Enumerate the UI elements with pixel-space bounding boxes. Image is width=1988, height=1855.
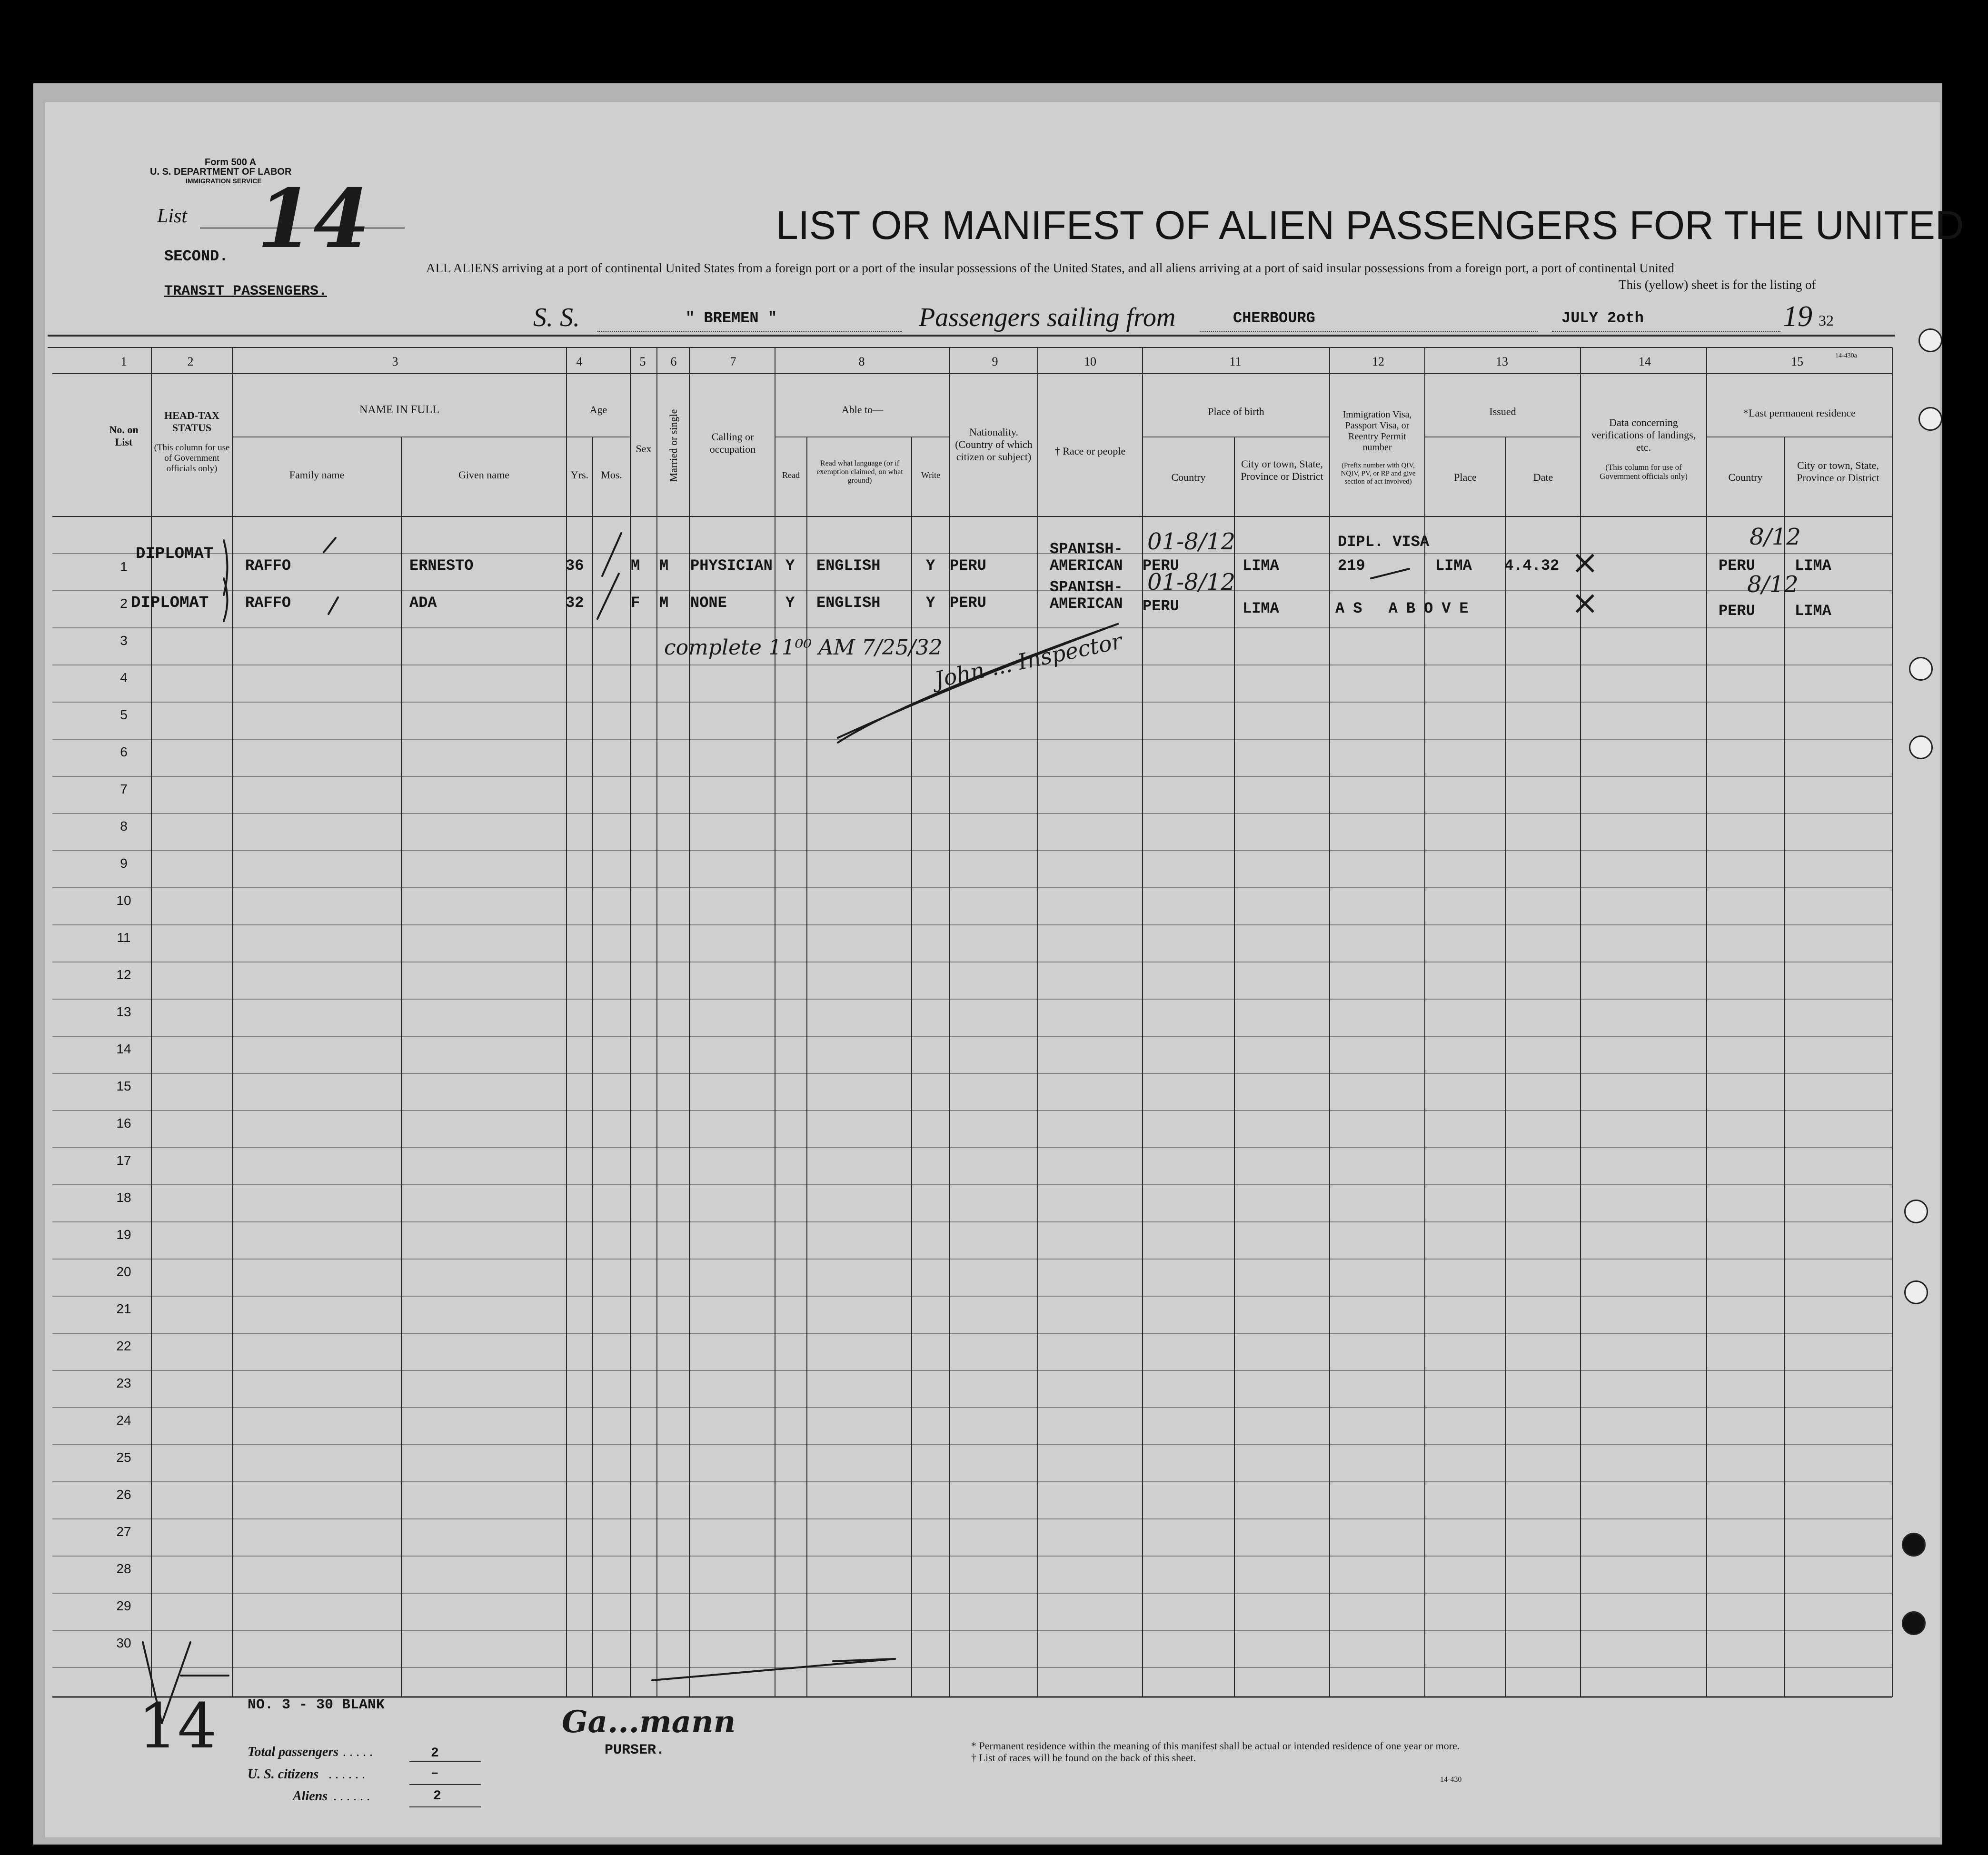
margin-number: 14: [138, 1690, 217, 1762]
ship-name: " BREMEN ": [686, 309, 777, 327]
row-number: 14: [116, 1042, 131, 1056]
birth-city: LIMA: [1242, 600, 1279, 617]
header-family-name: Family name: [289, 469, 345, 481]
year-prefix: 19: [1783, 300, 1812, 333]
visa-line1: DIPL. VISA: [1338, 533, 1430, 551]
head-tax-status: DIPLOMAT: [136, 545, 214, 563]
can-read: Y: [785, 594, 795, 612]
total-underline: [409, 1761, 481, 1762]
form-service: IMMIGRATION SERVICE: [186, 177, 262, 185]
form-code: 14-430: [1440, 1776, 1462, 1784]
header-country: Country: [1171, 471, 1206, 483]
row-number: 9: [120, 856, 128, 871]
sex: F: [631, 594, 640, 612]
header-able-to: Able to—: [841, 404, 884, 416]
nationality: PERU: [950, 557, 986, 575]
header-write: Write: [921, 470, 941, 480]
header-read: Read: [782, 470, 800, 480]
transit-label: TRANSIT PASSENGERS.: [164, 283, 328, 299]
subtitle-line1: ALL ALIENS arriving at a port of continental United States from a foreign port or a port of the insular possessions of the United States, and all aliens arriving at a port of said insular possessions from a foreign port, a port of continental United: [426, 261, 1674, 275]
column-number: 3: [392, 355, 398, 368]
form-department: U. S. DEPARTMENT OF LABOR: [150, 167, 292, 177]
race-line2: AMERICAN: [1050, 557, 1123, 575]
corner-code: 14-430a: [1835, 352, 1857, 359]
blank-rows-note: NO. 3 - 30 BLANK: [248, 1697, 385, 1713]
class-label: SECOND.: [164, 248, 229, 265]
column-number: 2: [187, 355, 194, 368]
total-dots: . . . . .: [343, 1745, 373, 1759]
aliens-value: 2: [433, 1789, 441, 1804]
head-tax-status: DIPLOMAT: [131, 594, 209, 612]
nationality: PERU: [950, 594, 986, 612]
header-visa: Immigration Visa, Passport Visa, or Reentry Permit number: [1342, 409, 1412, 453]
row-number: 7: [120, 782, 128, 796]
purser-signature: Ga...mann: [562, 1704, 736, 1740]
column-number: 9: [992, 355, 998, 368]
column-number: 15: [1791, 355, 1803, 368]
residence-annotation: 8/12: [1749, 524, 1801, 550]
verification-mark: ×: [1571, 543, 1599, 582]
language: ENGLISH: [816, 594, 881, 612]
header-head-tax: HEAD-TAX STATUS: [164, 409, 219, 434]
header-mos: Mos.: [601, 469, 622, 481]
column-number: 1: [120, 355, 127, 368]
column-number: 5: [639, 355, 646, 368]
column-number: 11: [1229, 355, 1242, 368]
header-calling: Calling or occupation: [709, 431, 756, 455]
race-line1: SPANISH-: [1050, 578, 1123, 596]
row-number: 11: [117, 930, 131, 945]
race-line1: SPANISH-: [1050, 540, 1123, 558]
year-suffix: 32: [1819, 312, 1834, 329]
total-passengers-label: Total passengers: [248, 1745, 339, 1759]
occupation: NONE: [690, 594, 727, 612]
column-number: 14: [1639, 355, 1651, 368]
total-passengers-value: 2: [431, 1746, 439, 1761]
row-number: 19: [116, 1227, 131, 1242]
header-res-city: City or town, State, Province or District: [1797, 459, 1879, 484]
visa-line2: 219: [1338, 557, 1365, 575]
header-data-concerning: Data concerning verifications of landings, etc.: [1591, 417, 1696, 453]
header-race: † Race or people: [1054, 445, 1126, 457]
residence-country: PERU: [1719, 557, 1755, 575]
row-number: 15: [116, 1079, 131, 1093]
row-number: 10: [116, 893, 131, 908]
header-place-of-birth: Place of birth: [1208, 406, 1264, 417]
ship-prefix: S. S.: [533, 303, 580, 332]
header-yrs: Yrs.: [570, 469, 589, 481]
row-number: 12: [116, 967, 131, 982]
header-sex: Sex: [636, 443, 652, 455]
us-citizens-value: –: [431, 1766, 439, 1781]
row-number: 1: [120, 559, 128, 574]
header-nationality: Nationality. (Country of which citizen or subject): [955, 426, 1033, 463]
form-number: Form 500 A: [205, 157, 257, 168]
row-number: 28: [116, 1561, 131, 1576]
row-number: 27: [116, 1524, 131, 1539]
header-married: Married or single: [667, 409, 679, 482]
age-years: 32: [566, 594, 584, 612]
header-given-name: Given name: [458, 469, 509, 481]
age-years: 36: [566, 557, 584, 575]
aliens-underline: [409, 1806, 481, 1807]
row-number: 5: [120, 707, 128, 722]
issued-place: LIMA: [1435, 557, 1472, 575]
marital-status: M: [659, 594, 669, 612]
aliens-dots: . . . . . .: [333, 1789, 370, 1804]
row-number: 29: [116, 1598, 131, 1613]
family-name: RAFFO: [245, 594, 291, 612]
header-res-country: Country: [1728, 471, 1763, 483]
column-number: 4: [576, 355, 583, 368]
marital-status: M: [659, 557, 669, 575]
given-name: ADA: [409, 594, 437, 612]
can-write: Y: [926, 594, 935, 612]
row-number: 22: [116, 1339, 131, 1353]
row-number: 3: [120, 633, 128, 648]
birth-annotation: 01-8/12: [1147, 569, 1236, 595]
race-line2: AMERICAN: [1050, 595, 1123, 613]
can-read: Y: [785, 557, 795, 575]
header-data-note: (This column for use of Government officials only): [1600, 463, 1688, 481]
language: ENGLISH: [816, 557, 881, 575]
column-number: 8: [858, 355, 865, 368]
header-name-in-full: NAME IN FULL: [359, 404, 439, 416]
column-number: 7: [730, 355, 736, 368]
verification-mark: ×: [1571, 583, 1599, 622]
header-city: City or town, State, Province or District: [1241, 458, 1323, 482]
header-read-language: Read what language (or if exemption claimed, on what ground): [816, 459, 903, 485]
given-name: ERNESTO: [409, 557, 474, 575]
us-citizens-label: U. S. citizens: [248, 1767, 319, 1782]
sailing-port: CHERBOURG: [1233, 309, 1315, 327]
list-label: List: [157, 205, 188, 227]
visa-line1: AS ABOVE: [1335, 600, 1477, 617]
header-place: Place: [1454, 471, 1477, 483]
completion-note: complete 11⁰⁰ AM 7/25/32: [664, 635, 943, 660]
citizens-underline: [409, 1784, 481, 1785]
column-number: 10: [1084, 355, 1096, 368]
row-number: 6: [120, 744, 128, 759]
issued-date: 4.4.32: [1504, 557, 1560, 575]
row-number: 8: [120, 819, 128, 833]
sailing-date: JULY 2oth: [1561, 309, 1644, 327]
sex: M: [631, 557, 640, 575]
row-number: 4: [120, 670, 128, 685]
birth-annotation: 01-8/12: [1147, 528, 1236, 555]
row-number: 2: [120, 596, 128, 611]
column-number: 6: [670, 355, 677, 368]
residence-country: PERU: [1719, 602, 1755, 620]
row-number: 26: [116, 1487, 131, 1502]
footnote-residence: * Permanent residence within the meaning of this manifest shall be actual or intended residence of one year or more.: [971, 1740, 1460, 1752]
family-name: RAFFO: [245, 557, 291, 575]
citizens-dots: . . . . . .: [328, 1767, 365, 1782]
occupation: PHYSICIAN: [690, 557, 773, 575]
aliens-label: Aliens: [293, 1789, 328, 1804]
row-number: 16: [116, 1116, 131, 1131]
subtitle-line2: This (yellow) sheet is for the listing of: [1619, 278, 1816, 292]
sailing-label: Passengers sailing from: [919, 303, 1176, 332]
header-date: Date: [1533, 471, 1553, 483]
column-number: 13: [1496, 355, 1508, 368]
row-number: 20: [116, 1264, 131, 1279]
inspector-signature: John ... Inspector: [932, 627, 1124, 693]
residence-city: LIMA: [1795, 602, 1831, 620]
row-number: 23: [116, 1376, 131, 1390]
can-write: Y: [926, 557, 935, 575]
footnote-races: † List of races will be found on the back of this sheet.: [971, 1752, 1196, 1764]
row-number: 24: [116, 1413, 131, 1428]
page-title: LIST OR MANIFEST OF ALIEN PASSENGERS FOR THE UNITED: [776, 203, 1964, 248]
residence-annotation: 8/12: [1747, 571, 1799, 598]
birth-country: PERU: [1143, 597, 1179, 615]
row-number: 17: [116, 1153, 131, 1168]
header-no-on-list: No. on List: [109, 424, 139, 448]
row-number: 30: [116, 1636, 131, 1650]
birth-city: LIMA: [1242, 557, 1279, 575]
residence-city: LIMA: [1795, 557, 1831, 575]
header-visa-note: (Prefix number with QIV, NQIV, PV, or RP and give section of act involved): [1341, 462, 1416, 486]
birth-country: PERU: [1143, 557, 1179, 575]
header-last-residence: *Last permanent residence: [1743, 407, 1856, 419]
purser-label: PURSER.: [605, 1742, 665, 1758]
row-number: 13: [116, 1004, 131, 1019]
row-number: 18: [116, 1190, 131, 1205]
row-number: 25: [116, 1450, 131, 1465]
header-head-tax-note: (This column for use of Government officials only): [154, 443, 230, 474]
header-issued: Issued: [1489, 406, 1516, 417]
column-number: 12: [1372, 355, 1384, 368]
row-number: 21: [116, 1301, 131, 1316]
header-age: Age: [589, 404, 607, 416]
list-number: 14: [257, 171, 370, 267]
